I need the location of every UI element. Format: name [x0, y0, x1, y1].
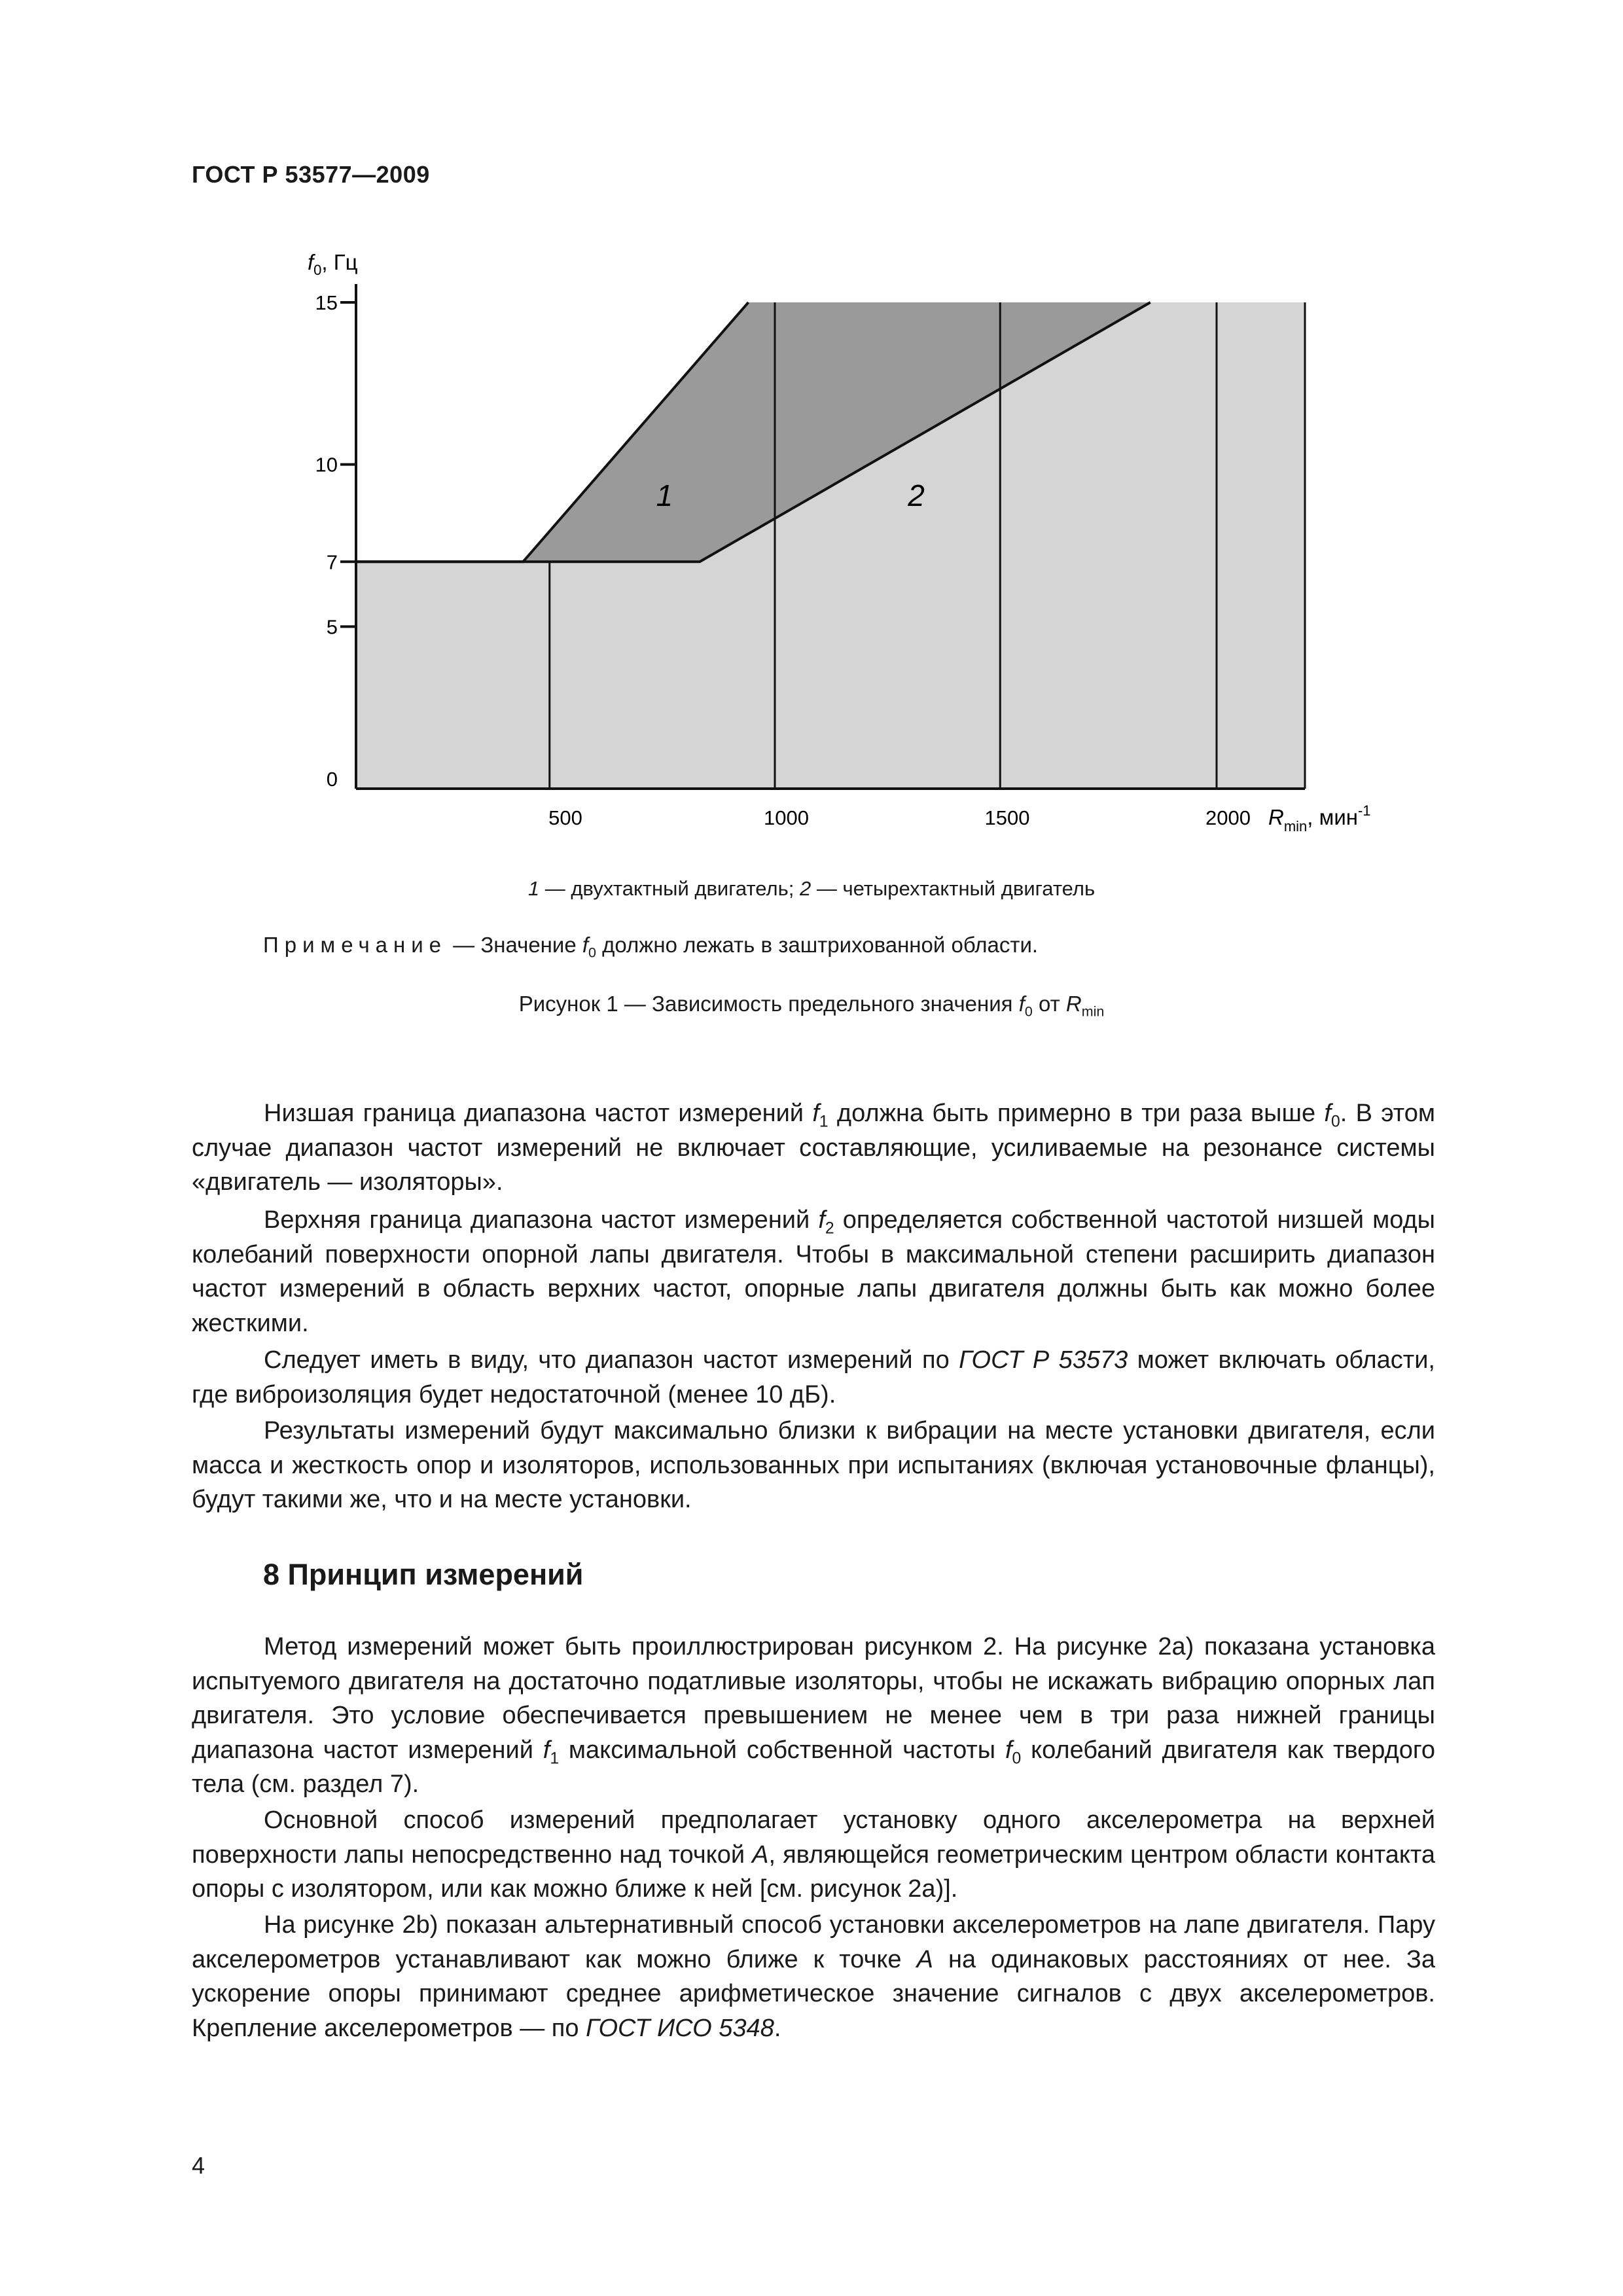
- legend-number-1: 1: [527, 877, 540, 900]
- figure-note: [263, 933, 1039, 961]
- p2-symbol: f: [818, 1206, 825, 1234]
- figure-1-chart: [0, 0, 1623, 870]
- region-label-2: 2: [908, 478, 925, 513]
- p3-text-1: Следует иметь в виду, что диапазон частот измерений по: [264, 1346, 959, 1374]
- page-number: 4: [192, 2152, 205, 2179]
- x-tick-label-500: 500: [548, 806, 582, 829]
- y-tick-label-0: 0: [326, 768, 338, 791]
- paragraph-5: [192, 1630, 1435, 1802]
- p2-text-1: Верхняя граница диапазона частот измерений: [264, 1206, 819, 1234]
- legend-number-2: 2: [799, 877, 812, 900]
- p1-symbol: f: [812, 1100, 819, 1127]
- caption-subscript-1: 0: [1024, 1003, 1033, 1020]
- region-label-1: 1: [656, 478, 673, 513]
- legend-text-1: — двухтактный двигатель;: [539, 877, 800, 900]
- x-tick-label-1000: 1000: [764, 806, 809, 829]
- caption-text-2: от: [1032, 992, 1066, 1016]
- p6-text-1: Основной способ измерений предполагает установку одного акселерометра на верхней поверхности лапы непосредственно над точкой: [192, 1806, 1435, 1869]
- chart-shapes: [356, 302, 1305, 789]
- y-tick-label-15: 15: [315, 291, 338, 314]
- p7-text-1: На рисунке 2b) показан альтернативный способ установки акселерометров на лапе двигателя. Пару акселерометров устанавливают как можно ближе к точке: [192, 1911, 1435, 1973]
- y-tick-label-7: 7: [326, 550, 338, 574]
- p7-standard-reference: ГОСТ ИСО 5348: [586, 2014, 774, 2042]
- p5-subscript-2: 0: [1012, 1749, 1022, 1768]
- paragraph-4: [192, 1414, 1435, 1517]
- p1-text-3: . В этом случае диапазон частот измерений не включает составляющие, усиливаемые на резонансе системы «двигатель — изоляторы».: [192, 1100, 1436, 1196]
- y-tick-label-5: 5: [326, 615, 338, 639]
- p7-text-2: на одинаковых расстояниях от нее. За ускорение опоры принимают среднее арифметическое значение сигналов с двух акселерометров. Крепление акселерометров — по: [192, 1945, 1436, 2042]
- p6-point-symbol: A: [752, 1840, 769, 1869]
- p7-text-3: .: [774, 2014, 781, 2042]
- caption-subscript-2: min: [1081, 1003, 1105, 1020]
- paragraph-2: [192, 1203, 1435, 1340]
- p5-text-1: Метод измерений может быть проиллюстрирован рисунком 2. На рисунке 2а) показана установка испытуемого двигателя на достаточно податливые изоляторы, чтобы не искажать вибрацию опорных лап двигателя. Это условие обеспечивается превышением не менее чем в три раза нижней границы диапазона частот измерений: [192, 1633, 1435, 1764]
- note-text-1: — Значение: [447, 933, 582, 957]
- paragraph-6: [192, 1803, 1435, 1907]
- p1-subscript: 1: [819, 1113, 829, 1131]
- p5-text-3: колебаний двигателя как твердого тела (см. раздел 7).: [192, 1736, 1436, 1798]
- note-subscript: 0: [588, 944, 596, 961]
- document-code-header: ГОСТ Р 53577—2009: [192, 161, 430, 188]
- x-tick-label-1500: 1500: [984, 806, 1030, 829]
- p2-subscript: 2: [825, 1219, 834, 1238]
- p5-subscript: 1: [550, 1749, 560, 1768]
- p5-symbol-2: f: [1005, 1736, 1012, 1764]
- note-symbol: f: [582, 933, 589, 957]
- y-axis-label: $f_0$, Гц: [308, 250, 358, 278]
- section-heading: 8 Принцип измерений: [263, 1558, 584, 1591]
- p1-subscript-2: 0: [1330, 1113, 1340, 1131]
- note-label: Примечание: [263, 933, 448, 957]
- p5-text-2: максимальной собственной частоты: [559, 1736, 1005, 1764]
- figure-caption: [0, 992, 1623, 1020]
- y-tick-label-10: 10: [315, 453, 338, 476]
- p2-text-2: определяется собственной частотой низшей моды колебаний поверхности опорной лапы двигателя. Чтобы в максимальной степени расширить диапазон частот измерений в область верхних частот, опорные лапы двигателя должны быть как можно более жесткими.: [192, 1206, 1435, 1337]
- note-text-2: должно лежать в заштрихованной области.: [596, 933, 1039, 957]
- paragraph-1: [192, 1096, 1435, 1200]
- p1-text-2: должна быть примерно в три раза выше: [828, 1100, 1325, 1127]
- caption-symbol-1: f: [1018, 992, 1025, 1016]
- p4-text: Результаты измерений будут максимально близки к вибрации на месте установки двигателя, если масса и жесткость опор и изоляторов, использованных при испытаниях (включая установочные фланцы), будут такими же, что и на месте установки.: [192, 1417, 1435, 1513]
- x-tick-label-2000: 2000: [1205, 806, 1251, 829]
- figure-legend: [0, 877, 1623, 901]
- x-axis-label: $R_{min}$, мин$^{-1}$: [1268, 802, 1371, 834]
- p1-text-1: Низшая граница диапазона частот измерений: [264, 1100, 813, 1127]
- p7-point-symbol: A: [916, 1945, 933, 1973]
- paragraph-3: [192, 1343, 1435, 1412]
- paragraph-7: [192, 1908, 1435, 2045]
- caption-text-1: Рисунок 1 — Зависимость предельного значения: [518, 992, 1019, 1016]
- caption-symbol-2: R: [1065, 992, 1082, 1016]
- p5-symbol: f: [543, 1736, 550, 1764]
- p3-text-2: может включать области, где виброизоляция будет недостаточной (менее 10 дБ).: [192, 1346, 1435, 1408]
- p1-symbol-2: f: [1324, 1100, 1331, 1127]
- p3-standard-reference: ГОСТ Р 53573: [959, 1346, 1128, 1374]
- legend-text-2: — четырехтактный двигатель: [811, 877, 1096, 900]
- p6-text-2: , являющейся геометрическим центром области контакта опоры с изолятором, или как можно ближе к ней [см. рисунок 2а)].: [192, 1840, 1435, 1903]
